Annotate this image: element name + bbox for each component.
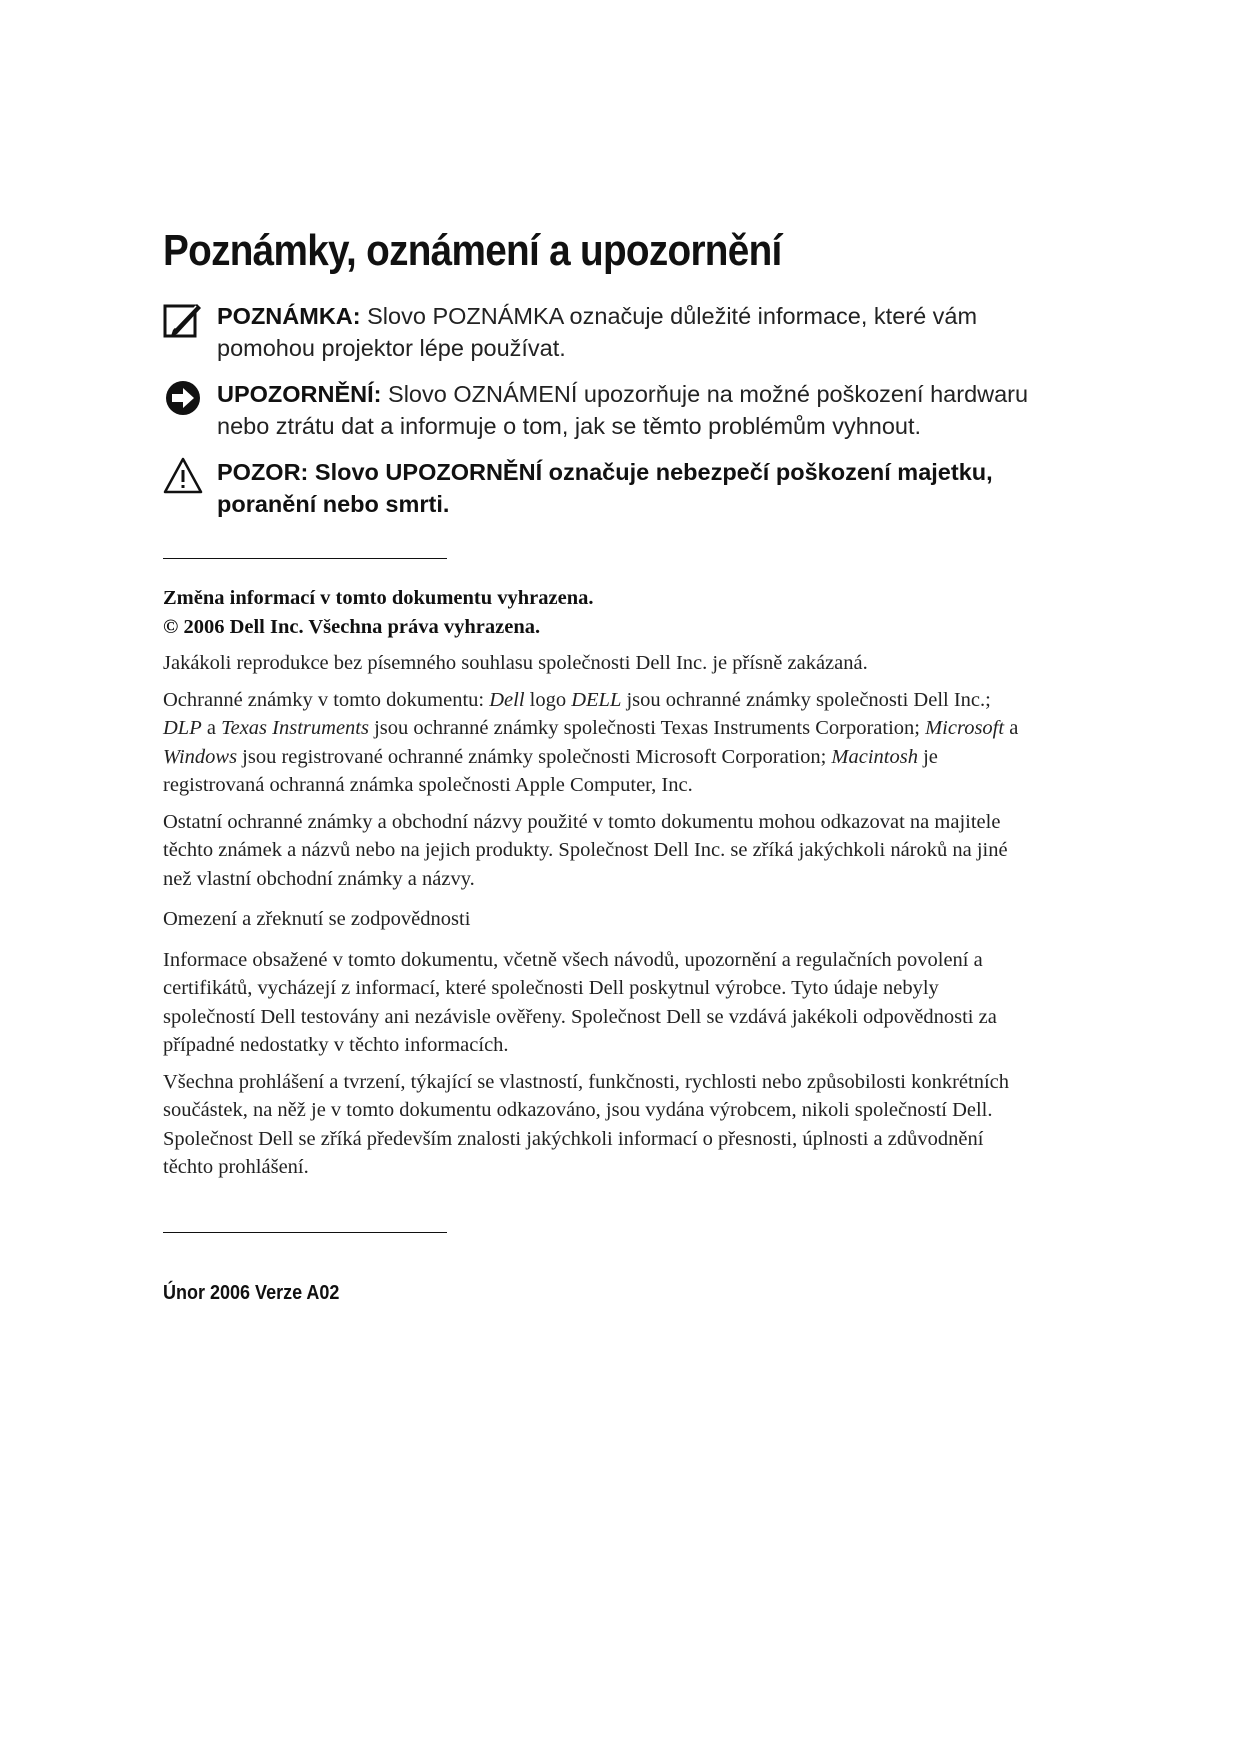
warning-triangle-icon — [163, 456, 203, 496]
trademark-microsoft: Microsoft — [925, 717, 1005, 739]
page-title: Poznámky, oznámení a upozornění — [163, 226, 782, 275]
pencil-note-icon — [163, 300, 203, 340]
trademark-dell-logo: DELL — [571, 688, 622, 711]
caution-text: Slovo UPOZORNĚNÍ označuje nebezpečí poškození majetku, poranění nebo smrti. — [217, 459, 993, 517]
trademarks-paragraph — [163, 686, 1023, 800]
notice-label: UPOZORNĚNÍ: — [217, 381, 382, 407]
notice-text: Slovo OZNÁMENÍ upozorňuje na možné poškození hardwaru nebo ztrátu dat a informuje o tom, jak se těmto problémům vyhnout. — [217, 381, 1029, 439]
disclaimer-heading: Omezení a zřeknutí se zodpovědnosti — [163, 908, 471, 930]
caution-text-block — [217, 456, 1037, 520]
arrow-circle-icon — [163, 378, 203, 418]
trademarks-text: logo — [524, 688, 572, 711]
copyright-line: © 2006 Dell Inc. Všechna práva vyhrazena. — [163, 615, 541, 638]
trademarks-text: jsou ochranné známky společnosti Dell Inc.; — [621, 688, 991, 711]
trademarks-text: Ochranné známky v tomto dokumentu: — [163, 688, 490, 711]
trademark-dell: Dell — [489, 688, 525, 711]
legal-section — [163, 584, 1023, 1182]
separator-rule-bottom — [163, 1232, 447, 1233]
note-text-block — [217, 300, 1037, 364]
trademark-dlp: DLP — [163, 717, 202, 739]
trademarks-text: a — [1004, 717, 1019, 739]
trademark-macintosh: Macintosh — [831, 745, 918, 768]
disclaimer-paragraph-2: Všechna prohlášení a tvrzení, týkající se vlastností, funkčnosti, rychlosti nebo způsobilosti konkrétních součástek, na něž je v tomto dokumentu odkazováno, jsou vydána výrobcem, nikoli společností Dell. Společnost Dell se zříká především znalosti jakýchkoli informací o přesnosti, úplnosti a zdůvodnění těchto prohlášení. — [163, 1070, 1010, 1178]
note-label: POZNÁMKA: — [217, 303, 361, 329]
other-trademarks-paragraph: Ostatní ochranné známky a obchodní názvy použité v tomto dokumentu mohou odkazovat na majitele těchto známek a názvů nebo na jejich produkty. Společnost Dell Inc. se zříká jakýchkoli nároků na jiné než vlastní obchodní známky a názvy. — [163, 810, 1008, 890]
trademarks-text: jsou registrované ochranné známky společnosti Microsoft Corporation; — [237, 745, 832, 768]
notice-text-block — [217, 378, 1037, 442]
footer-version: Verze A02 — [255, 1282, 340, 1304]
change-notice: Změna informací v tomto dokumentu vyhrazena. — [163, 587, 594, 609]
disclaimer-paragraph-1: Informace obsažené v tomto dokumentu, včetně všech návodů, upozornění a regulačních povolení a certifikátů, vycházejí z informací, které společnosti Dell poskytnul výrobce. Tyto údaje nebyly společností Dell testovány ani nezávisle ověřeny. Společnost Dell se vzdává jakékoli odpovědnosti za případné nedostatky v těchto informacích. — [163, 948, 997, 1056]
caution-label: POZOR: — [217, 459, 309, 485]
trademarks-text: jsou ochranné známky společnosti Texas Instruments Corporation; — [368, 717, 926, 739]
footer-date-version — [163, 1282, 339, 1305]
reproduction-paragraph: Jakákoli reprodukce bez písemného souhlasu společnosti Dell Inc. je přísně zakázaná. — [163, 652, 868, 674]
trademark-windows: Windows — [163, 745, 238, 768]
note-text: Slovo POZNÁMKA označuje důležité informace, které vám pomohou projektor lépe používat. — [217, 303, 978, 361]
trademarks-text: je registrovaná ochranná známka společnosti Apple Computer, Inc. — [163, 745, 938, 796]
footer-date: Únor 2006 — [163, 1282, 251, 1304]
trademark-texas-instruments: Texas Instruments — [221, 717, 369, 739]
separator-rule-top — [163, 558, 447, 559]
trademarks-text: a — [201, 717, 222, 739]
